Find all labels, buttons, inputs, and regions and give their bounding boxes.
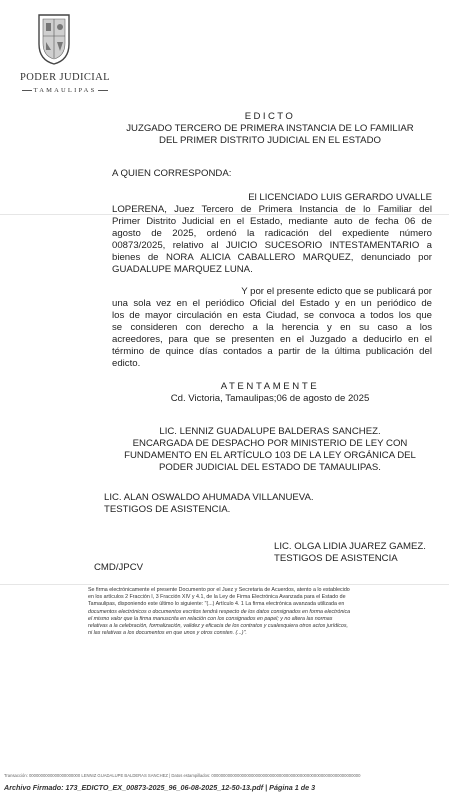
witness-role: TESTIGOS DE ASISTENCIA. (104, 504, 231, 515)
signatory-line: PODER JUDICIAL DEL ESTADO DE TAMAULIPAS. (159, 462, 381, 473)
note-line: en los artículos 2 Fracción I, 3 Fracción XIV y 4.1, de la Ley de Firma Electrónica Avanzada para el Estado de (88, 594, 346, 601)
note-line: Tamaulipas, disponiendo este último lo siguiente: "(...) Artículo 4. 1 La firma electrónica avanzada utilizada en (88, 601, 345, 608)
paragraph-line: edicto. (112, 358, 141, 369)
note-line: el mismo valor que la firma manuscrita en relación con los consignados en papel; y no altera las normas (88, 615, 333, 622)
paragraph-line: bienes de NORA ALICIA CABALLERO MARQUEZ, denunciado por (112, 252, 432, 263)
place-date: Cd. Victoria, Tamaulipas;06 de agosto de 2025 (170, 393, 370, 404)
institution-brand (18, 72, 112, 94)
paragraph-line: LOPERENA, Juez Tercero de Primera Instancia de lo Familiar del (112, 204, 432, 215)
institution-name: PODER JUDICIAL (20, 72, 110, 83)
paragraph-line: Primer Distrito Judicial en el Estado, mediante auto de fecha 06 de (112, 216, 432, 227)
signature-metadata: Transacción: 0000000000000000000000 LENNIZ GUADALUPE BALDERAS SANCHEZ | Datos estampillados: 0000000000000000000000000000000000000000000000000000000000000000 (4, 773, 361, 778)
document-title: EDICTO (244, 111, 296, 122)
witness-name: LIC. OLGA LIDIA JUAREZ GAMEZ. (274, 541, 426, 552)
state-name: TAMAULIPAS (33, 87, 97, 94)
paragraph-line: agosto de 2025, ordenó la radicación del expediente número (112, 228, 432, 239)
witness-role: TESTIGOS DE ASISTENCIA (274, 553, 398, 564)
paragraph-line: una sola vez en el periódico Oficial del Estado y en un periódico de (112, 298, 432, 309)
fold-line (0, 584, 449, 585)
signatory-line: FUNDAMENTO EN EL ARTÍCULO 103 DE LA LEY ORGÁNICA DEL (124, 450, 416, 461)
paragraph-line: se consideren con derecho a la herencia y en su caso a los (112, 322, 432, 333)
court-line: DEL PRIMER DISTRITO JUDICIAL EN EL ESTADO (159, 135, 381, 146)
signatory-line: ENCARGADA DE DESPACHO POR MINISTERIO DE LEY CON (132, 438, 408, 449)
paragraph-line: término de quince días contados a partir de la última publicación del (112, 346, 432, 357)
signatory-line: LIC. LENNIZ GUADALUPE BALDERAS SANCHEZ. (159, 426, 381, 437)
closing: ATENTAMENTE (220, 381, 320, 392)
witness-name: LIC. ALAN OSWALDO AHUMADA VILLANUEVA. (104, 492, 314, 503)
paragraph-line: Y por el presente edicto que se publicará por (241, 286, 432, 297)
addressee: A QUIEN CORRESPONDA: (112, 168, 232, 179)
paragraph-line: los de mayor circulación en esta Ciudad, se convoca a todos los que (112, 310, 432, 321)
paragraph-line: 00873/2025, relativo al JUICIO SUCESORIO INTESTAMENTARIO a (112, 240, 432, 251)
coat-of-arms-icon (36, 12, 72, 66)
note-line: Se firma electrónicamente el presente Documento por el Juez y Secretaria de Acuerdos, atento a lo establecido (88, 587, 350, 593)
note-line: ni las relativas a los documentos en que unos y otros consten. (...)". (88, 630, 247, 637)
institution-state (18, 87, 112, 94)
electronic-signature-note (88, 587, 434, 637)
court-line: JUZGADO TERCERO DE PRIMERA INSTANCIA DE LO FAMILIAR (126, 123, 414, 134)
paragraph-line: El LICENCIADO LUIS GERARDO UVALLE (248, 192, 432, 203)
note-line: relativas a la celebración, formalización, validez y eficacia de los contratos y cualesquiera otros actos jurídicos, (88, 623, 348, 630)
signed-file-footer: Archivo Firmado: 173_EDICTO_EX_00873-2025_96_06-08-2025_12-50-13.pdf | Página 1 de 3 (4, 783, 316, 792)
paragraph-line: GUADALUPE MARQUEZ LUNA. (112, 264, 253, 275)
note-line: documentos electrónicos o documentos escritos tendrá respecto de los datos consignados en forma electrónica (88, 608, 351, 615)
initials: CMD/JPCV (94, 562, 144, 573)
paragraph-line: acreedores, para que se presenten en el Juzgado a deducirlo en el (112, 334, 432, 345)
